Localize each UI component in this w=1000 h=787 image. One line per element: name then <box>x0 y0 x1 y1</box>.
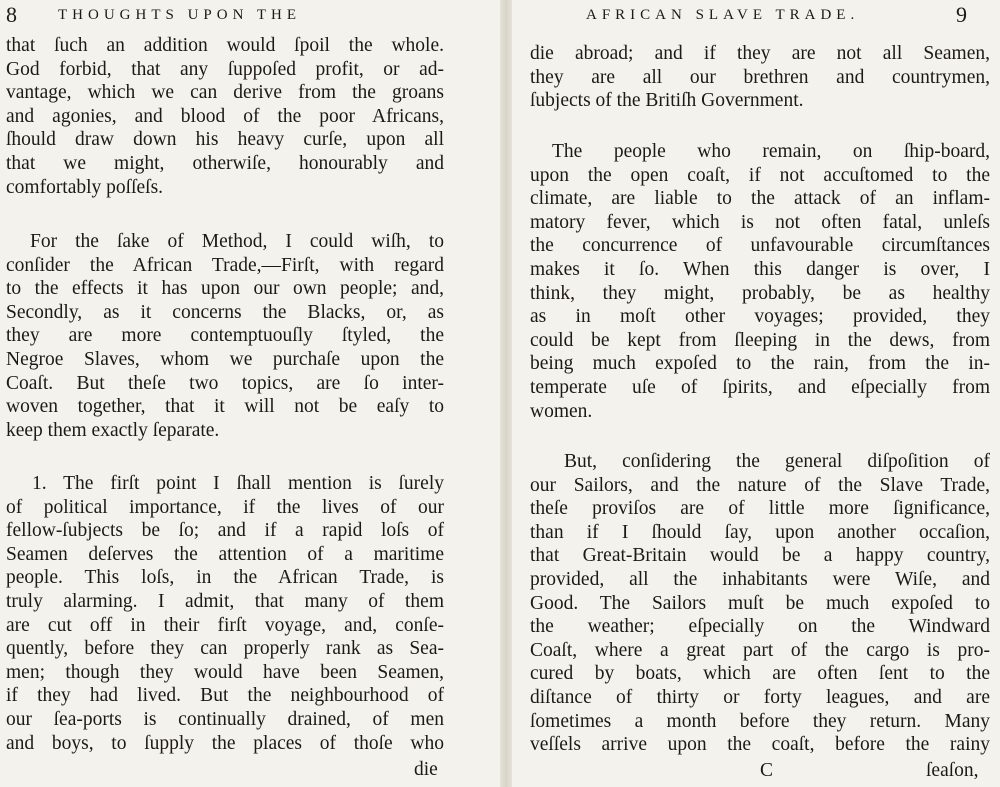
text-line: God forbid, that any ſuppoſed profit, or ad- <box>6 58 444 80</box>
text-line: that ſuch an addition would ſpoil the whole. <box>6 35 444 56</box>
text-line: die abroad; and if they are not all Seamen, <box>530 43 990 64</box>
left-page-number: 8 <box>6 2 17 27</box>
right-running-title: AFRICAN SLAVE TRADE. <box>586 7 860 23</box>
text-line: ſhould draw down his heavy curſe, upon all <box>6 129 444 151</box>
text-line: and boys, to ſupply the places of thoſe who <box>6 732 444 754</box>
text-line: upon the open coaſt, if not accuſtomed to the <box>530 164 990 186</box>
left-running-head <box>6 4 490 30</box>
left-running-title: THOUGHTS UPON THE <box>58 7 302 23</box>
text-line: they are more contemptuouſly ſtyled, the <box>6 325 444 347</box>
text-line: keep them exactly ſeparate. <box>6 419 220 441</box>
text-line: Negroe Slaves, whom we purchaſe upon the <box>6 348 444 370</box>
text-line: But, conſidering the general diſpoſition of <box>564 451 990 472</box>
text-line: ſometimes a month before they return. Many <box>530 710 990 732</box>
text-line: men; though they would have been Seamen, <box>6 661 444 683</box>
text-line: than if I ſhould ſay, upon another occaſion, <box>530 521 990 543</box>
text-line: provided, all the inhabitants were Wiſe, and <box>530 568 990 590</box>
book-gutter <box>500 0 512 787</box>
text-line: veſſels arrive upon the coaſt, before the rainy <box>530 734 990 756</box>
text-line: truly alarming. I admit, that many of them <box>6 590 444 612</box>
signature-mark: C <box>760 760 774 781</box>
left-paragraph-1 <box>6 34 444 199</box>
text-line: quently, before they can properly rank as Sea- <box>6 638 444 660</box>
text-line: think, they might, probably, be as healthy <box>530 282 990 304</box>
text-line: that we might, otherwiſe, honourably and <box>6 152 444 174</box>
left-paragraph-2 <box>6 230 444 442</box>
text-line: climate, are liable to the attack of an inflam- <box>530 188 990 210</box>
text-line: women. <box>530 400 593 422</box>
text-line: that Great-Britain would be a happy country, <box>530 545 990 567</box>
text-line: Secondly, as it concerns the Blacks, or, as <box>6 301 444 323</box>
right-paragraph-3 <box>530 450 990 757</box>
text-line: the concurrence of unfavourable circumſtances <box>530 235 990 257</box>
text-line: 1. The firſt point I ſhall mention is ſurely <box>32 473 444 494</box>
text-line: comfortably poſſeſs. <box>6 176 164 198</box>
text-line: ſubjects of the Britiſh Government. <box>530 90 804 112</box>
text-line: of political importance, if the lives of our <box>6 496 444 518</box>
text-line: Coaſt. But theſe two topics, are ſo inter- <box>6 372 444 394</box>
right-catchword: ſeaſon, <box>926 760 979 781</box>
text-line: diſtance of thirty or forty leagues, and are <box>530 686 990 708</box>
text-line: to the effects it has upon our own people; and, <box>6 278 444 300</box>
text-line: woven together, that it will not be eaſy to <box>6 396 444 418</box>
text-line: they are all our brethren and countrymen, <box>530 66 990 88</box>
right-paragraph-1 <box>530 42 990 113</box>
text-line: For the ſake of Method, I could wiſh, to <box>30 231 444 252</box>
text-line: and agonies, and blood of the poor Africans, <box>6 105 444 127</box>
text-line: if they had lived. But the neighbourhood of <box>6 685 444 707</box>
text-line: our ſea-ports is continually drained, of men <box>6 708 444 730</box>
right-running-head <box>518 4 990 30</box>
text-line: could be kept from ſleeping in the dews, from <box>530 329 990 351</box>
text-line: The people who remain, on ſhip-board, <box>552 141 990 162</box>
left-paragraph-3 <box>6 472 444 755</box>
left-catchword: die <box>414 759 438 780</box>
right-paragraph-2 <box>530 140 990 423</box>
text-line: Seamen deſerves the attention of a maritime <box>6 543 444 565</box>
text-line: makes it ſo. When this danger is over, I <box>530 258 990 280</box>
text-line: vantage, which we can derive from the groans <box>6 82 444 104</box>
text-line: people. This loſs, in the African Trade, is <box>6 567 444 589</box>
text-line: are cut off in their firſt voyage, and, conſe- <box>6 614 444 636</box>
text-line: the weather; eſpecially on the Windward <box>530 616 990 638</box>
text-line: matory fever, which is not often fatal, unleſs <box>530 211 990 233</box>
text-line: conſider the African Trade,—Firſt, with regard <box>6 254 444 276</box>
text-line: Good. The Sailors muſt be much expoſed to <box>530 592 990 614</box>
text-line: our Sailors, and the nature of the Slave Trade, <box>530 474 990 496</box>
text-line: being much expoſed to the rain, from the in- <box>530 353 990 375</box>
text-line: temperate uſe of ſpirits, and eſpecially from <box>530 376 990 398</box>
text-line: fellow-ſubjects be ſo; and if a rapid loſs of <box>6 520 444 542</box>
right-page-number: 9 <box>956 2 967 27</box>
text-line: as in moſt other voyages; provided, they <box>530 306 990 328</box>
text-line: Coaſt, where a great part of the cargo is pro- <box>530 639 990 661</box>
text-line: cured by boats, which are often ſent to the <box>530 663 990 685</box>
right-page <box>512 0 1000 787</box>
text-line: theſe proviſos are of little more ſignificance, <box>530 498 990 520</box>
